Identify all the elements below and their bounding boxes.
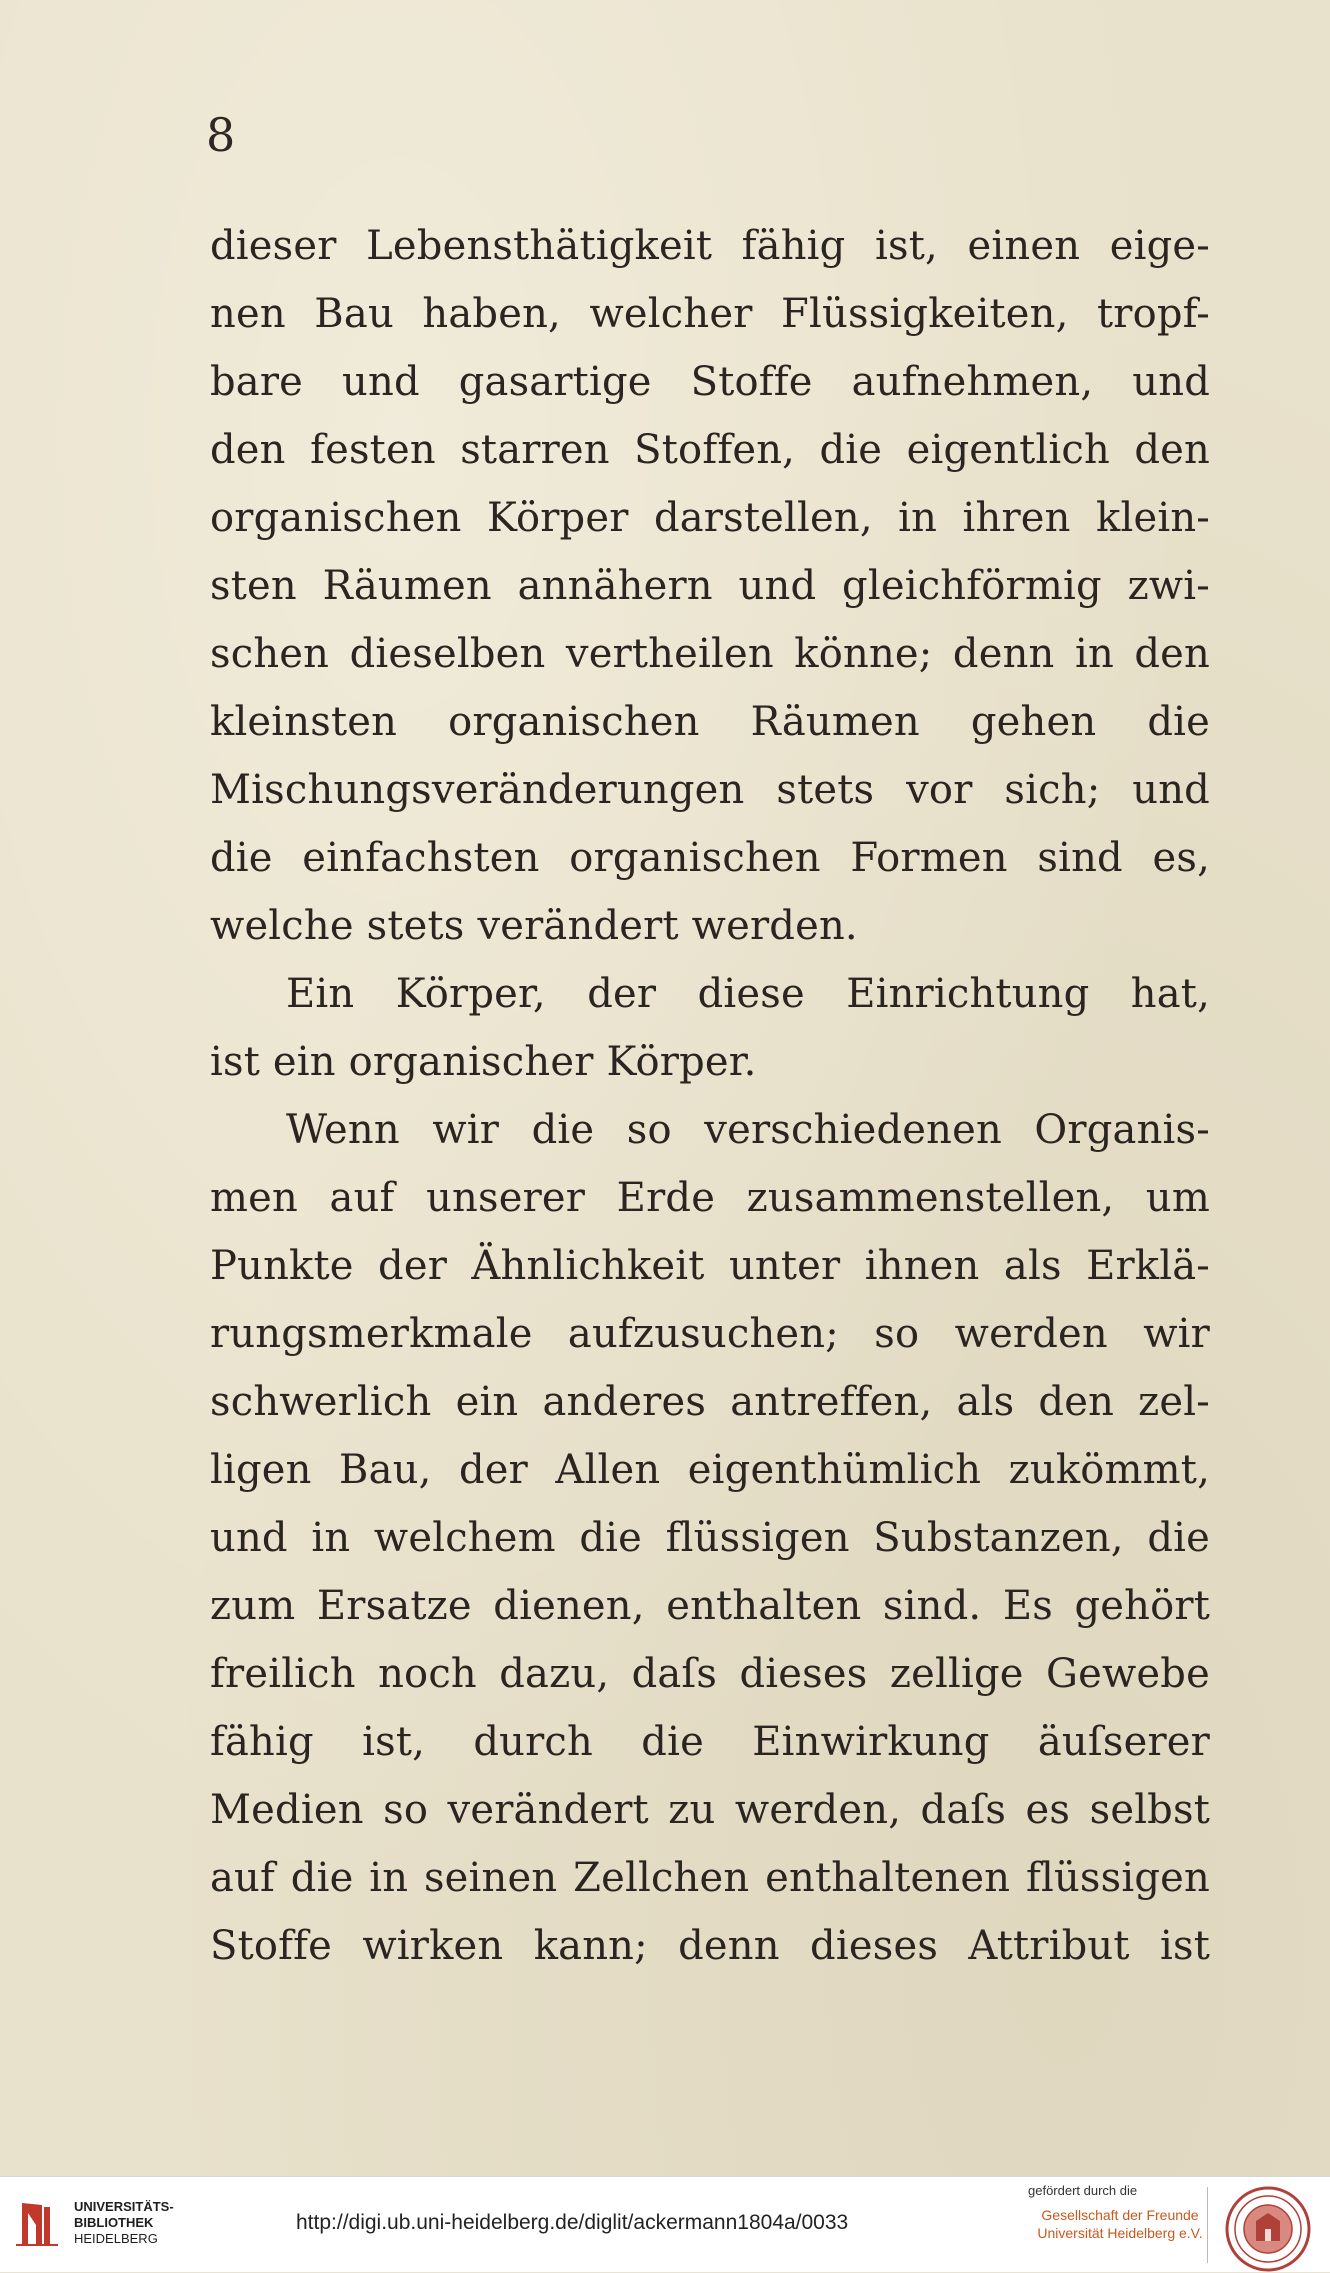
body-text bbox=[210, 212, 1210, 1980]
text-line: men auf unserer Erde zusammenstellen, um bbox=[210, 1175, 1210, 1221]
library-name-line: UNIVERSITÄTS- bbox=[74, 2199, 174, 2214]
library-name bbox=[74, 2199, 174, 2247]
university-library-logo-icon bbox=[14, 2199, 60, 2249]
text-line: ligen Bau, der Allen eigenthümlich zukömmt, bbox=[210, 1447, 1210, 1493]
text-line: Mischungsveränderungen stets vor sich; und bbox=[210, 767, 1210, 813]
footer-bar bbox=[0, 2176, 1330, 2272]
text-line: sten Räumen annähern und gleichförmig zwi- bbox=[210, 563, 1210, 609]
text-line: kleinsten organischen Räumen gehen die bbox=[210, 699, 1210, 745]
text-line: freilich noch dazu, daſs dieses zellige Gewebe bbox=[210, 1651, 1210, 1697]
library-name-line: BIBLIOTHEK bbox=[74, 2215, 154, 2230]
text-line: und in welchem die flüssigen Substanzen, die bbox=[210, 1515, 1210, 1561]
text-line: organischen Körper darstellen, in ihren klein- bbox=[210, 495, 1210, 541]
text-line: welche stets verändert werden. bbox=[210, 903, 858, 949]
footer-divider bbox=[1207, 2187, 1208, 2263]
text-line: schen dieselben vertheilen könne; denn in den bbox=[210, 631, 1210, 677]
text-line: Ein Körper, der diese Einrichtung hat, bbox=[286, 971, 1210, 1017]
library-city: HEIDELBERG bbox=[74, 2231, 158, 2246]
text-line: bare und gasartige Stoffe aufnehmen, und bbox=[210, 359, 1210, 405]
text-line: zum Ersatze dienen, enthalten sind. Es gehört bbox=[210, 1583, 1210, 1629]
text-line: dieser Lebensthätigkeit fähig ist, einen eige- bbox=[210, 223, 1210, 269]
text-line: schwerlich ein anderes antreffen, als den zel- bbox=[210, 1379, 1210, 1425]
text-line: Stoffe wirken kann; denn dieses Attribut ist bbox=[210, 1923, 1210, 1969]
page-number: 8 bbox=[206, 108, 236, 162]
permalink-url[interactable]: http://digi.ub.uni-heidelberg.de/diglit/ackermann1804a/0033 bbox=[296, 2211, 849, 2234]
supported-by-label: gefördert durch die bbox=[1028, 2183, 1138, 2198]
text-line: nen Bau haben, welcher Flüssigkeiten, tropf- bbox=[210, 291, 1210, 337]
text-line: den festen starren Stoffen, die eigentlich den bbox=[210, 427, 1210, 473]
text-line: Punkte der Ähnlichkeit unter ihnen als Erklä- bbox=[210, 1243, 1210, 1289]
text-line: fähig ist, durch die Einwirkung äuſserer bbox=[210, 1719, 1210, 1765]
text-line: rungsmerkmale aufzusuchen; so werden wir bbox=[210, 1311, 1210, 1357]
text-line: die einfachsten organischen Formen sind es, bbox=[210, 835, 1210, 881]
text-line: auf die in seinen Zellchen enthaltenen flüssigen bbox=[210, 1855, 1210, 1901]
sponsor-name: Gesellschaft der Freunde bbox=[1041, 2207, 1199, 2223]
university-seal-icon bbox=[1224, 2185, 1312, 2273]
sponsor-name: Universität Heidelberg e.V. bbox=[1037, 2225, 1203, 2241]
sponsor-block bbox=[1020, 2183, 1220, 2242]
text-line: Medien so verändert zu werden, daſs es selbst bbox=[210, 1787, 1210, 1833]
text-line: Wenn wir die so verschiedenen Organis- bbox=[286, 1107, 1210, 1153]
text-line: ist ein organischer Körper. bbox=[210, 1039, 757, 1085]
